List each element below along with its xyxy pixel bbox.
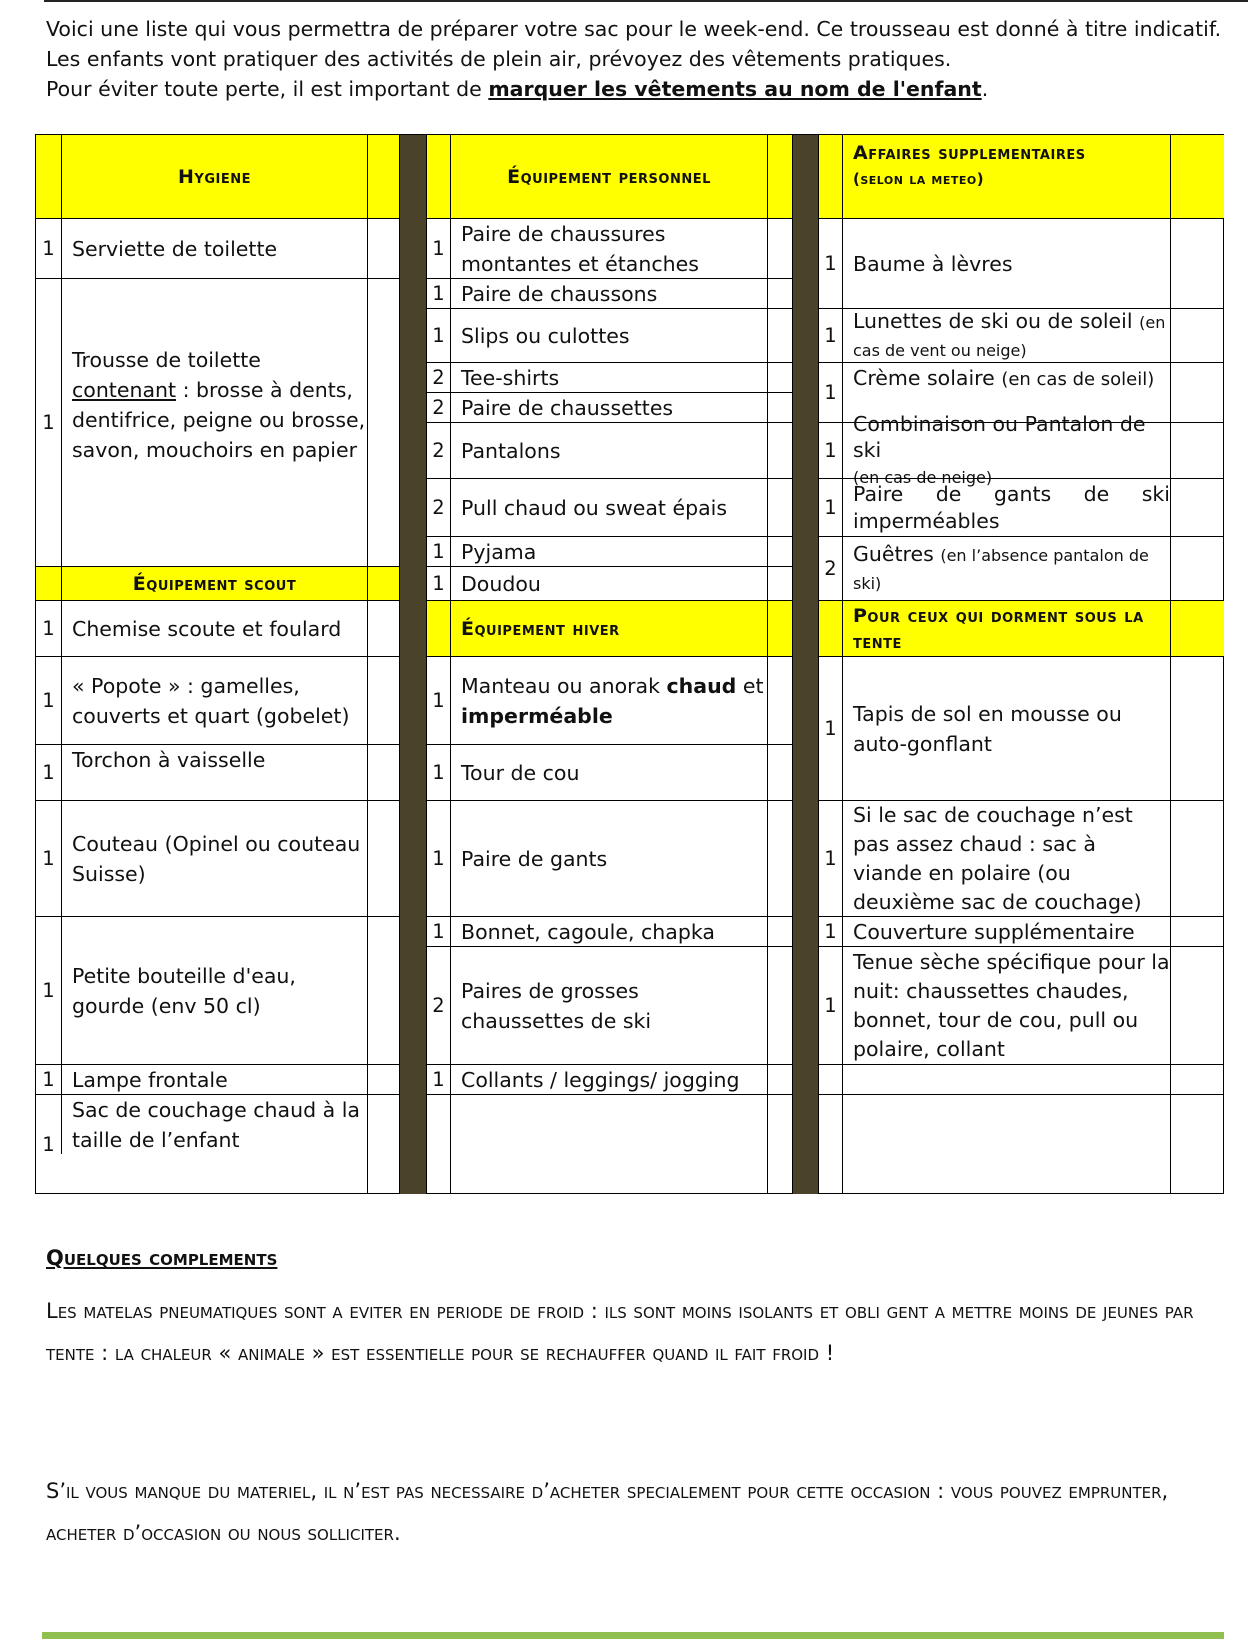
item-label bbox=[450, 536, 767, 566]
item-text bbox=[853, 308, 1170, 364]
item-text: Paire de gants bbox=[461, 846, 608, 871]
item-text bbox=[853, 363, 1170, 395]
qty-cell: 1 bbox=[818, 800, 842, 916]
scout-header-label: Équipement scout bbox=[132, 572, 297, 595]
item-text-part: Crème solaire bbox=[853, 366, 995, 390]
check-cell[interactable] bbox=[367, 1064, 399, 1094]
intro-text bbox=[46, 14, 1226, 104]
item-label bbox=[842, 218, 1170, 308]
item-text-part: Trousse de toilette bbox=[72, 348, 261, 372]
check-cell[interactable] bbox=[767, 218, 792, 278]
check-cell[interactable] bbox=[767, 800, 792, 916]
item-label bbox=[450, 478, 767, 536]
item-label bbox=[450, 656, 767, 744]
check-cell[interactable] bbox=[1170, 218, 1224, 308]
item-text: Tour de cou bbox=[461, 760, 580, 785]
item-label bbox=[61, 916, 367, 1064]
qty-cell: 1 bbox=[426, 536, 450, 566]
intro-line-3 bbox=[46, 74, 1226, 104]
qty-cell: 1 bbox=[818, 916, 842, 946]
check-cell[interactable] bbox=[1170, 946, 1224, 1064]
tent-header-label: Pour ceux qui dorment sous la tente bbox=[853, 604, 1144, 653]
header-cell bbox=[35, 134, 61, 218]
item-text: Paire de chaussures montantes et étanches bbox=[461, 221, 699, 276]
qty-cell: 2 bbox=[426, 478, 450, 536]
item-label bbox=[61, 800, 367, 916]
check-cell[interactable] bbox=[367, 916, 399, 1064]
item-text: Bonnet, cagoule, chapka bbox=[461, 919, 715, 944]
column-separator bbox=[792, 134, 818, 1194]
item-text-part: savon, mouchoirs en papier bbox=[72, 438, 358, 462]
qty-cell: 1 bbox=[818, 218, 842, 308]
check-cell[interactable] bbox=[767, 566, 792, 600]
qty-cell: 1 bbox=[426, 278, 450, 308]
empty-cell bbox=[818, 1094, 842, 1194]
item-text: Serviette de toilette bbox=[72, 236, 278, 261]
intro-line-3-start: Pour éviter toute perte, il est important de bbox=[46, 77, 489, 101]
scout-header bbox=[61, 566, 367, 600]
item-text: Baume à lèvres bbox=[853, 251, 1013, 276]
qty-cell: 1 bbox=[35, 278, 61, 566]
header-cell bbox=[367, 566, 399, 600]
col2-header bbox=[450, 134, 767, 218]
qty-cell: 1 bbox=[35, 1064, 61, 1094]
check-cell[interactable] bbox=[367, 1094, 399, 1194]
complements-paragraph-1: Les matelas pneumatiques sont a eviter en periode de froid : ils sont moins isolants et obli gent a mettre moins de jeunes par tente : la chaleur « animale » est essentielle pour se rechauffer quand il fait froid ! bbox=[46, 1299, 1194, 1365]
check-cell[interactable] bbox=[1170, 1064, 1224, 1094]
header-cell bbox=[818, 134, 842, 218]
qty-cell: 2 bbox=[818, 536, 842, 600]
check-cell[interactable] bbox=[767, 1064, 792, 1094]
qty-cell: 1 bbox=[426, 744, 450, 800]
col1-header-label: Hygiene bbox=[178, 165, 251, 188]
item-text: Torchon à vaisselle bbox=[72, 748, 266, 772]
packing-table bbox=[35, 134, 1224, 1194]
qty-cell: 1 bbox=[426, 566, 450, 600]
item-label bbox=[450, 392, 767, 422]
check-cell[interactable] bbox=[1170, 800, 1224, 916]
item-label bbox=[450, 422, 767, 478]
header-cell bbox=[35, 566, 61, 600]
check-cell[interactable] bbox=[1170, 536, 1224, 600]
qty-cell: 1 bbox=[818, 422, 842, 478]
item-label bbox=[61, 1094, 367, 1154]
check-cell[interactable] bbox=[367, 600, 399, 656]
item-label bbox=[450, 308, 767, 362]
header-cell bbox=[767, 600, 792, 656]
item-text-part: Manteau ou anorak bbox=[461, 673, 667, 698]
col3-header bbox=[842, 134, 1170, 218]
qty-cell: 2 bbox=[426, 946, 450, 1064]
qty-cell: 1 bbox=[426, 218, 450, 278]
check-cell[interactable] bbox=[1170, 308, 1224, 362]
qty-cell: 1 bbox=[426, 1064, 450, 1094]
item-text-part: Lunettes de ski ou de soleil bbox=[853, 308, 1133, 333]
check-cell[interactable] bbox=[767, 392, 792, 422]
item-note: (en l’absence pantalon de ski) bbox=[853, 545, 1149, 593]
item-label bbox=[842, 478, 1170, 536]
check-cell[interactable] bbox=[1170, 916, 1224, 946]
item-text: Tenue sèche spécifique pour la nuit: chaussettes chaudes, bonnet, tour de cou, pull ou polaire, collant bbox=[853, 949, 1170, 1061]
check-cell[interactable] bbox=[767, 946, 792, 1064]
qty-cell: 1 bbox=[35, 1094, 61, 1194]
col2-header-label: Équipement personnel bbox=[507, 165, 711, 188]
item-label bbox=[450, 566, 767, 600]
empty-cell bbox=[842, 1064, 1170, 1094]
check-cell[interactable] bbox=[1170, 478, 1224, 536]
qty-cell: 1 bbox=[818, 478, 842, 536]
item-text: Couteau (Opinel ou couteau Suisse) bbox=[72, 831, 361, 886]
check-cell[interactable] bbox=[367, 744, 399, 800]
item-text-bold: chaud bbox=[666, 673, 737, 698]
item-text: Paire de gants de ski imperméables bbox=[853, 481, 1170, 533]
intro-line-1: Voici une liste qui vous permettra de préparer votre sac pour le week-end. Ce trousseau est donné à titre indicatif. bbox=[46, 17, 1222, 41]
item-text: Chemise scoute et foulard bbox=[72, 616, 342, 641]
qty-cell: 2 bbox=[426, 392, 450, 422]
header-cell bbox=[426, 600, 450, 656]
header-cell bbox=[1170, 134, 1224, 218]
item-text: Sac de couchage chaud à la taille de l’enfant bbox=[72, 1097, 360, 1152]
item-text: « Popote » : gamelles, couverts et quart (gobelet) bbox=[72, 673, 350, 728]
qty-cell: 1 bbox=[426, 656, 450, 744]
item-text: Paire de chaussettes bbox=[461, 395, 674, 420]
item-label bbox=[450, 1064, 767, 1094]
item-text-bold: imperméable bbox=[461, 703, 613, 728]
item-text: Tee-shirts bbox=[461, 365, 560, 390]
qty-cell: 1 bbox=[35, 600, 61, 656]
qty-cell: 1 bbox=[818, 656, 842, 800]
empty-cell bbox=[426, 1094, 450, 1194]
check-cell[interactable] bbox=[767, 536, 792, 566]
item-text bbox=[72, 345, 367, 465]
header-cell bbox=[1170, 600, 1224, 656]
intro-line-2: Les enfants vont pratiquer des activités de plein air, prévoyez des vêtements pratiques. bbox=[46, 47, 952, 71]
item-text bbox=[853, 541, 1170, 597]
check-cell[interactable] bbox=[767, 308, 792, 362]
empty-cell bbox=[450, 1094, 767, 1194]
item-text: Tapis de sol en mousse ou auto-gonflant bbox=[853, 701, 1122, 756]
qty-cell: 1 bbox=[426, 916, 450, 946]
qty-cell: 2 bbox=[426, 422, 450, 478]
check-cell[interactable] bbox=[1170, 1094, 1224, 1194]
check-cell[interactable] bbox=[1170, 422, 1224, 478]
check-cell[interactable] bbox=[767, 362, 792, 392]
item-text bbox=[461, 671, 767, 731]
item-label bbox=[842, 800, 1170, 916]
qty-cell: 1 bbox=[35, 800, 61, 916]
intro-line-3-end: . bbox=[981, 77, 989, 101]
check-cell[interactable] bbox=[367, 218, 399, 278]
top-rule bbox=[44, 0, 1248, 2]
item-text: Couverture supplémentaire bbox=[853, 919, 1135, 944]
item-text-part: et bbox=[736, 673, 764, 698]
complements-title: Quelques complements bbox=[46, 1246, 278, 1270]
qty-cell: 1 bbox=[818, 308, 842, 362]
check-cell[interactable] bbox=[767, 744, 792, 800]
item-text: Collants / leggings/ jogging bbox=[461, 1067, 740, 1092]
item-label bbox=[450, 946, 767, 1064]
item-label bbox=[842, 656, 1170, 800]
item-label bbox=[842, 946, 1170, 1064]
item-label bbox=[61, 600, 367, 656]
item-label bbox=[450, 362, 767, 392]
empty-cell bbox=[842, 1094, 1170, 1194]
col1-header bbox=[61, 134, 367, 218]
header-cell bbox=[818, 600, 842, 656]
item-text: Pull chaud ou sweat épais bbox=[461, 495, 728, 520]
item-text: Slips ou culottes bbox=[461, 323, 630, 348]
item-label bbox=[842, 916, 1170, 946]
item-label bbox=[61, 278, 367, 566]
check-cell[interactable] bbox=[1170, 656, 1224, 800]
item-text-part: : brosse à dents, dentifrice, peigne ou brosse, bbox=[72, 378, 366, 432]
col3-header-label: Affaires supplementaires bbox=[853, 142, 1086, 164]
qty-cell: 2 bbox=[426, 362, 450, 392]
check-cell[interactable] bbox=[767, 478, 792, 536]
col3-header-sublabel: (selon la meteo) bbox=[853, 170, 985, 188]
header-cell bbox=[767, 134, 792, 218]
check-cell[interactable] bbox=[767, 656, 792, 744]
qty-cell: 1 bbox=[35, 656, 61, 744]
winter-header bbox=[450, 600, 767, 656]
qty-cell: 1 bbox=[426, 800, 450, 916]
item-text-part: Guêtres bbox=[853, 541, 934, 566]
item-label bbox=[61, 218, 367, 278]
header-cell bbox=[426, 134, 450, 218]
complements-paragraph-2: S’il vous manque du materiel, il n’est pas necessaire d’acheter specialement pour cette occasion : vous pouvez emprunter, acheter d’occasion ou nous solliciter. bbox=[46, 1479, 1169, 1545]
item-text-part: Combinaison ou Pantalon de ski bbox=[853, 411, 1146, 462]
item-label bbox=[842, 308, 1170, 362]
empty-cell bbox=[818, 1064, 842, 1094]
item-label bbox=[61, 1064, 367, 1094]
item-label bbox=[842, 536, 1170, 600]
check-cell[interactable] bbox=[767, 278, 792, 308]
qty-cell: 1 bbox=[35, 744, 61, 800]
qty-cell: 1 bbox=[818, 946, 842, 1064]
item-label bbox=[842, 411, 1170, 487]
check-cell[interactable] bbox=[1170, 362, 1224, 422]
item-label bbox=[450, 800, 767, 916]
intro-emphasis: marquer les vêtements au nom de l'enfant bbox=[488, 77, 982, 101]
check-cell[interactable] bbox=[767, 1094, 792, 1194]
item-text: Paires de grosses chaussettes de ski bbox=[461, 978, 652, 1033]
check-cell[interactable] bbox=[367, 278, 399, 566]
winter-header-label: Équipement hiver bbox=[461, 617, 620, 640]
item-label bbox=[450, 278, 767, 308]
item-text: Paire de chaussons bbox=[461, 281, 658, 306]
item-text: Petite bouteille d'eau, gourde (env 50 cl) bbox=[72, 963, 296, 1018]
qty-cell: 1 bbox=[818, 362, 842, 422]
qty-cell: 1 bbox=[35, 916, 61, 1064]
column-separator bbox=[399, 134, 426, 1194]
qty-cell: 1 bbox=[35, 218, 61, 278]
item-label bbox=[450, 916, 767, 946]
item-label bbox=[450, 744, 767, 800]
item-text: Lampe frontale bbox=[72, 1067, 228, 1092]
check-cell[interactable] bbox=[767, 422, 792, 478]
item-label bbox=[450, 218, 767, 278]
check-cell[interactable] bbox=[367, 800, 399, 916]
item-label bbox=[61, 656, 367, 744]
item-text: Pyjama bbox=[461, 539, 537, 564]
check-cell[interactable] bbox=[367, 656, 399, 744]
footer-bar bbox=[42, 1632, 1224, 1639]
item-text: Doudou bbox=[461, 571, 541, 596]
check-cell[interactable] bbox=[767, 916, 792, 946]
item-note: (en cas de vent ou neige) bbox=[853, 312, 1166, 360]
item-label bbox=[61, 744, 367, 800]
item-text: Si le sac de couchage n’est pas assez chaud : sac à viande en polaire (ou deuxième sac de couchage) bbox=[853, 802, 1142, 914]
item-text-underlined: contenant bbox=[72, 378, 177, 402]
item-text: Pantalons bbox=[461, 438, 561, 463]
item-note: (en cas de soleil) bbox=[1001, 369, 1155, 390]
tent-header bbox=[842, 600, 1170, 656]
qty-cell: 1 bbox=[426, 308, 450, 362]
item-note: (en cas de neige) bbox=[853, 467, 993, 487]
header-cell bbox=[367, 134, 399, 218]
